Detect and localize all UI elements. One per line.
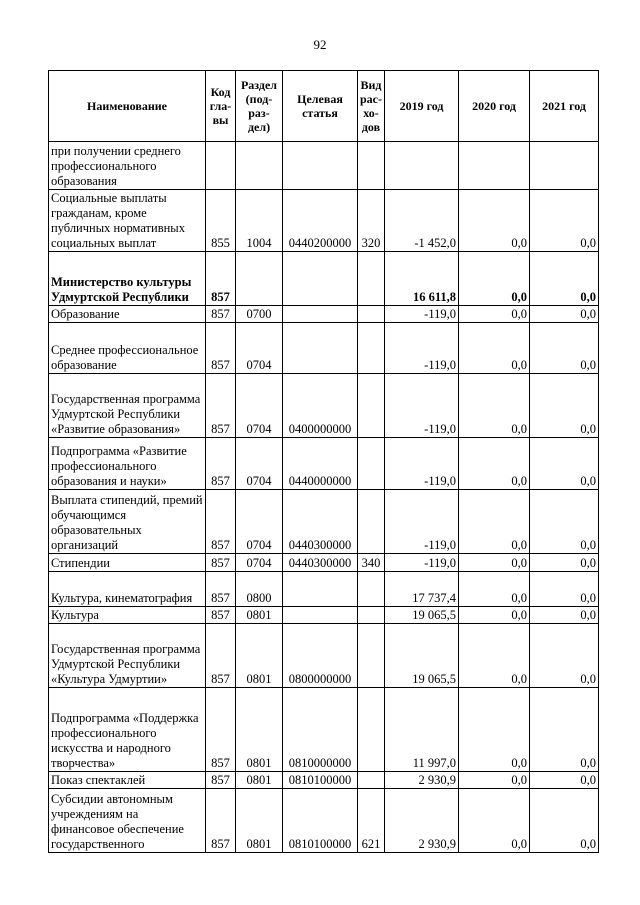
row-section: 0704 [236,490,283,554]
row-code: 857 [206,572,236,607]
row-kind [358,374,385,438]
row-code: 857 [206,772,236,789]
row-section: 0704 [236,554,283,572]
row-name: при получении среднего профессионального образования [49,142,206,190]
row-value-2019: 2 930,9 [385,772,459,789]
row-name: Культура [49,607,206,624]
table-row [49,688,599,772]
table-row [49,607,599,624]
row-code: 857 [206,490,236,554]
row-kind [358,624,385,688]
row-section: 0801 [236,789,283,853]
table-row [49,789,599,853]
row-value-2021: 0,0 [530,323,599,374]
row-kind [358,490,385,554]
row-value-2020: 0,0 [459,624,530,688]
table-row [49,374,599,438]
row-value-2019: 17 737,4 [385,572,459,607]
row-name: Выплата стипендий, премий обучающимся образовательных организаций [49,490,206,554]
row-name: Стипендии [49,554,206,572]
row-section: 0700 [236,306,283,323]
budget-table [48,70,599,853]
row-section [236,142,283,190]
row-value-2021 [530,142,599,190]
row-value-2021: 0,0 [530,772,599,789]
row-name: Субсидии автономным учреждениям на финансовое обеспечение государственного [49,789,206,853]
header-2020: 2020 год [459,71,530,142]
row-kind: 320 [358,190,385,252]
row-kind [358,142,385,190]
table-body [49,142,599,853]
row-value-2021: 0,0 [530,306,599,323]
row-code: 857 [206,688,236,772]
row-section: 0801 [236,624,283,688]
row-value-2020: 0,0 [459,607,530,624]
table-row [49,438,599,490]
row-value-2020: 0,0 [459,554,530,572]
row-kind [358,572,385,607]
row-value-2019: -119,0 [385,323,459,374]
row-kind [358,607,385,624]
row-value-2021: 0,0 [530,624,599,688]
table-row [49,142,599,190]
row-code [206,142,236,190]
row-value-2020: 0,0 [459,252,530,306]
table-row [49,554,599,572]
header-code: Код гла- вы [206,71,236,142]
row-section: 0801 [236,688,283,772]
row-value-2021: 0,0 [530,252,599,306]
row-name: Государственная программа Удмуртской Республики «Развитие образования» [49,374,206,438]
row-section: 0801 [236,772,283,789]
row-code: 857 [206,607,236,624]
row-value-2021: 0,0 [530,490,599,554]
table-row [49,572,599,607]
row-name: Подпрограмма «Поддержка профессионального искусства и народного творчества» [49,688,206,772]
row-target: 0800000000 [283,624,358,688]
table-row [49,490,599,554]
row-value-2019: 16 611,8 [385,252,459,306]
row-name: Министерство культуры Удмуртской Республики [49,252,206,306]
table-row [49,624,599,688]
row-value-2021: 0,0 [530,554,599,572]
row-name: Образование [49,306,206,323]
row-code: 857 [206,554,236,572]
row-value-2019: 19 065,5 [385,607,459,624]
row-target: 0810100000 [283,789,358,853]
row-code: 857 [206,252,236,306]
row-value-2019: 11 997,0 [385,688,459,772]
header-target: Целевая статья [283,71,358,142]
row-code: 857 [206,374,236,438]
row-target [283,252,358,306]
row-section: 0801 [236,607,283,624]
row-kind: 340 [358,554,385,572]
row-value-2020: 0,0 [459,323,530,374]
row-target: 0400000000 [283,374,358,438]
header-section: Раздел (под- раз- дел) [236,71,283,142]
row-section: 0704 [236,438,283,490]
row-code: 855 [206,190,236,252]
row-value-2019: -119,0 [385,438,459,490]
row-target: 0440300000 [283,490,358,554]
header-row [49,71,599,142]
row-value-2021: 0,0 [530,374,599,438]
row-kind [358,323,385,374]
row-kind [358,688,385,772]
row-value-2019: -119,0 [385,306,459,323]
row-name: Подпрограмма «Развитие профессионального образования и науки» [49,438,206,490]
row-value-2021: 0,0 [530,607,599,624]
row-name: Социальные выплаты гражданам, кроме публичных нормативных социальных выплат [49,190,206,252]
header-kind: Вид рас- хо- дов [358,71,385,142]
row-target [283,142,358,190]
row-target: 0810000000 [283,688,358,772]
table-row [49,772,599,789]
row-kind [358,438,385,490]
row-value-2020 [459,142,530,190]
row-value-2021: 0,0 [530,572,599,607]
row-code: 857 [206,306,236,323]
row-value-2020: 0,0 [459,789,530,853]
header-2019: 2019 год [385,71,459,142]
row-value-2020: 0,0 [459,306,530,323]
row-name: Среднее профессиональное образование [49,323,206,374]
row-kind [358,252,385,306]
row-value-2019: -119,0 [385,490,459,554]
row-section: 0704 [236,323,283,374]
row-value-2021: 0,0 [530,190,599,252]
row-value-2020: 0,0 [459,572,530,607]
row-value-2020: 0,0 [459,374,530,438]
row-name: Государственная программа Удмуртской Республики «Культура Удмуртии» [49,624,206,688]
row-value-2019 [385,142,459,190]
row-target [283,607,358,624]
row-target [283,323,358,374]
row-value-2020: 0,0 [459,190,530,252]
row-code: 857 [206,789,236,853]
row-section: 0800 [236,572,283,607]
row-target: 0440200000 [283,190,358,252]
row-section: 0704 [236,374,283,438]
row-value-2021: 0,0 [530,789,599,853]
row-code: 857 [206,323,236,374]
row-target: 0810100000 [283,772,358,789]
row-value-2020: 0,0 [459,438,530,490]
table-row [49,190,599,252]
row-value-2019: 2 930,9 [385,789,459,853]
row-value-2019: -119,0 [385,554,459,572]
row-target [283,572,358,607]
row-target: 0440300000 [283,554,358,572]
row-target [283,306,358,323]
row-value-2019: 19 065,5 [385,624,459,688]
table-row [49,306,599,323]
page-number: 92 [313,37,327,52]
row-value-2020: 0,0 [459,772,530,789]
row-value-2019: -1 452,0 [385,190,459,252]
row-section: 1004 [236,190,283,252]
row-code: 857 [206,438,236,490]
row-target: 0440000000 [283,438,358,490]
header-name: Наименование [49,71,206,142]
row-value-2021: 0,0 [530,688,599,772]
row-kind [358,306,385,323]
row-kind: 621 [358,789,385,853]
row-section [236,252,283,306]
row-name: Показ спектаклей [49,772,206,789]
header-2021: 2021 год [530,71,599,142]
row-kind [358,772,385,789]
row-value-2020: 0,0 [459,490,530,554]
row-value-2020: 0,0 [459,688,530,772]
row-code: 857 [206,624,236,688]
row-value-2021: 0,0 [530,438,599,490]
row-value-2019: -119,0 [385,374,459,438]
table-row [49,252,599,306]
row-name: Культура, кинематография [49,572,206,607]
table-row [49,323,599,374]
